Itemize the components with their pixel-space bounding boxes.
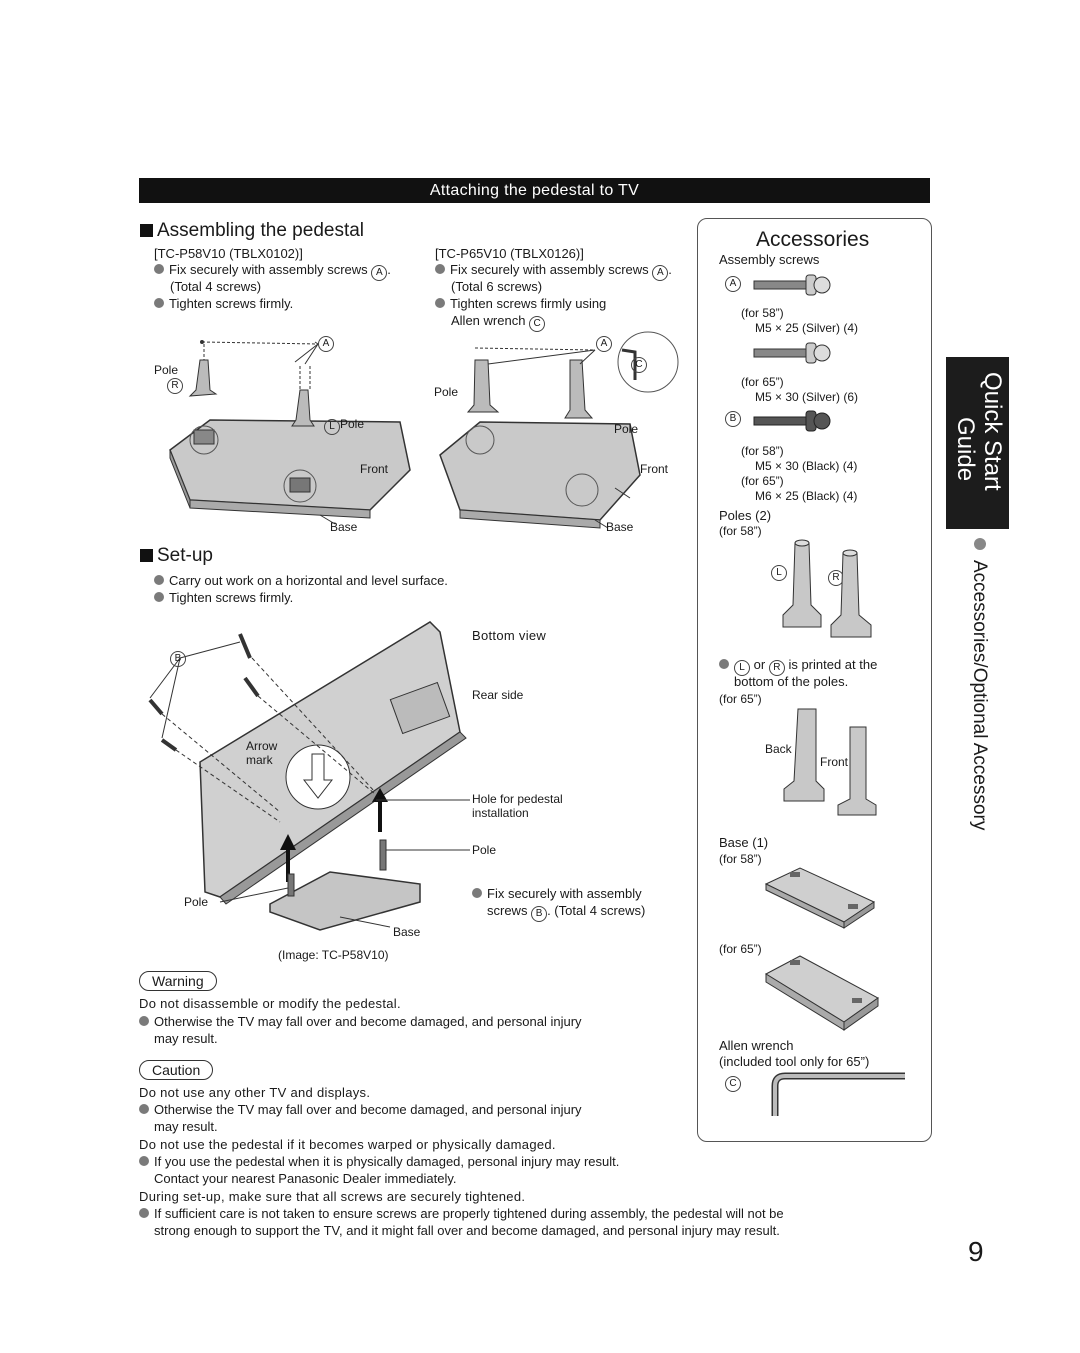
base-for58: (for 58”) [719, 852, 762, 866]
caution-bullet-2-cont: Contact your nearest Panasonic Dealer immediately. [154, 1171, 457, 1186]
side-section-label: Accessories/Optional Accessory [969, 560, 990, 831]
lpole-58-label: L Pole [324, 417, 364, 435]
accessories-title: Accessories [756, 228, 870, 251]
page-number: 9 [968, 1236, 984, 1267]
hole-label-2: installation [472, 806, 529, 820]
caution-pill: Caution [139, 1060, 213, 1080]
pole-58-label: Pole [154, 363, 179, 377]
caution-bullet-3-cont: strong enough to support the TV, and it might fall over and become damaged, and personal injury may result. [154, 1223, 780, 1238]
tab-guide: Guide [952, 417, 979, 482]
caution-bullet-1-cont: may result. [154, 1119, 218, 1134]
pole-65-left-label: Pole [434, 385, 459, 399]
a65-spec: M5 × 30 (Silver) (6) [755, 390, 859, 404]
screw-a65-icon [752, 340, 832, 366]
base-title: Base (1) [719, 835, 769, 850]
base-58-label: Base [330, 520, 358, 534]
fix-note-2: screws B . (Total 4 screws) [487, 903, 645, 922]
pole-r-badge: R [828, 570, 844, 586]
assembly-58-step1-sub: (Total 4 screws) [170, 279, 262, 294]
base-65-label: Base [606, 520, 634, 534]
model-65-label: [TC-P65V10 (TBLX0126)] [435, 246, 584, 261]
side-bullet-icon [974, 538, 986, 550]
screw-b-icon [752, 408, 832, 434]
wrench-sub: (included tool only for 65”) [719, 1054, 870, 1069]
poles-for58: (for 58”) [719, 524, 762, 538]
wrench-title: Allen wrench [719, 1038, 794, 1053]
poles-for65: (for 65”) [719, 692, 762, 706]
front-58-label: Front [360, 462, 389, 476]
a-badge-65: A [596, 336, 612, 352]
warning-bullet: Otherwise the TV may fall over and become damaged, and personal injury [139, 1014, 582, 1030]
setup-diagram [140, 612, 500, 937]
assembly-65-step2-sub: Allen wrench C [451, 313, 545, 332]
back-label: Back [765, 742, 792, 756]
warning-bullet-cont: may result. [154, 1031, 218, 1046]
hole-label-1: Hole for pedestal [472, 792, 563, 806]
section-header: Attaching the pedestal to TV [139, 178, 930, 203]
assembly-65-step1-sub: (Total 6 screws) [451, 279, 543, 294]
assembly-58-step2: Tighten screws firmly. [154, 296, 293, 312]
screw-a-badge: A [725, 276, 741, 292]
caution-heading-2: Do not use the pedestal if it becomes warped or physically damaged. [139, 1137, 556, 1152]
poles-58-icon [775, 535, 885, 645]
lr-note: L or R is printed at the [719, 657, 877, 676]
front-label: Front [820, 755, 849, 769]
b58-for: (for 58”) [741, 444, 784, 458]
r-badge: R [167, 378, 183, 394]
b-badge: B [170, 651, 186, 667]
caution-bullet-2: If you use the pedestal when it is physically damaged, personal injury may result. [139, 1154, 619, 1170]
c-badge-65: C [631, 357, 647, 373]
caution-bullet-1: Otherwise the TV may fall over and become damaged, and personal injury [139, 1102, 582, 1118]
pole-label-left: Pole [184, 895, 209, 909]
assembly-65-step2: Tighten screws firmly using [435, 296, 606, 312]
a58-spec: M5 × 25 (Silver) (4) [755, 321, 859, 335]
arrow-mark-label-2: mark [246, 753, 273, 767]
fix-note-1: Fix securely with assembly [472, 886, 642, 902]
assembling-title: Assembling the pedestal [140, 220, 364, 242]
base-for65: (for 65”) [719, 942, 762, 956]
b65-spec: M6 × 25 (Black) (4) [755, 489, 858, 503]
bottom-view-label: Bottom view [472, 628, 547, 643]
setup-step2: Tighten screws firmly. [154, 590, 293, 606]
setup-title: Set-up [140, 545, 213, 567]
allen-wrench-icon [765, 1072, 915, 1122]
a58-for: (for 58”) [741, 306, 784, 320]
pedestal-65-diagram [430, 330, 690, 540]
arrow-mark-label-1: Arrow [246, 739, 278, 753]
image-caption: (Image: TC-P58V10) [278, 948, 389, 962]
warning-pill: Warning [139, 971, 217, 991]
pole-l-badge: L [771, 565, 787, 581]
b65-for: (for 65”) [741, 474, 784, 488]
pole-label-right: Pole [472, 843, 497, 857]
pedestal-58-diagram [150, 330, 420, 540]
caution-heading-1: Do not use any other TV and displays. [139, 1085, 371, 1100]
rear-side-label: Rear side [472, 688, 524, 702]
pole-65-right-label: Pole [614, 422, 639, 436]
warning-heading: Do not disassemble or modify the pedestal. [139, 996, 401, 1011]
a-badge: A [318, 336, 334, 352]
lr-note-cont: bottom of the poles. [734, 674, 849, 689]
screw-b-badge: B [725, 411, 741, 427]
assembly-58-step1: Fix securely with assembly screws A . [154, 262, 391, 281]
assembly-screws-title: Assembly screws [719, 252, 820, 267]
wrench-c-badge: C [725, 1076, 741, 1092]
tab-quick-start: Quick Start [979, 372, 1006, 491]
base-58-icon [760, 862, 880, 934]
poles-title: Poles (2) [719, 508, 772, 523]
base-label: Base [393, 925, 421, 939]
model-58-label: [TC-P58V10 (TBLX0102)] [154, 246, 303, 261]
b58-spec: M5 × 30 (Black) (4) [755, 459, 858, 473]
setup-step1: Carry out work on a horizontal and level surface. [154, 573, 448, 589]
caution-heading-3: During set-up, make sure that all screws are securely tightened. [139, 1189, 526, 1204]
assembly-65-step1: Fix securely with assembly screws A . [435, 262, 672, 281]
a65-for: (for 65”) [741, 375, 784, 389]
front-65-label: Front [640, 462, 669, 476]
base-65-icon [760, 950, 885, 1035]
caution-bullet-3: If sufficient care is not taken to ensure screws are properly tightened during assembly, the pedestal will not be [139, 1206, 784, 1222]
screw-a58-icon [752, 272, 832, 298]
